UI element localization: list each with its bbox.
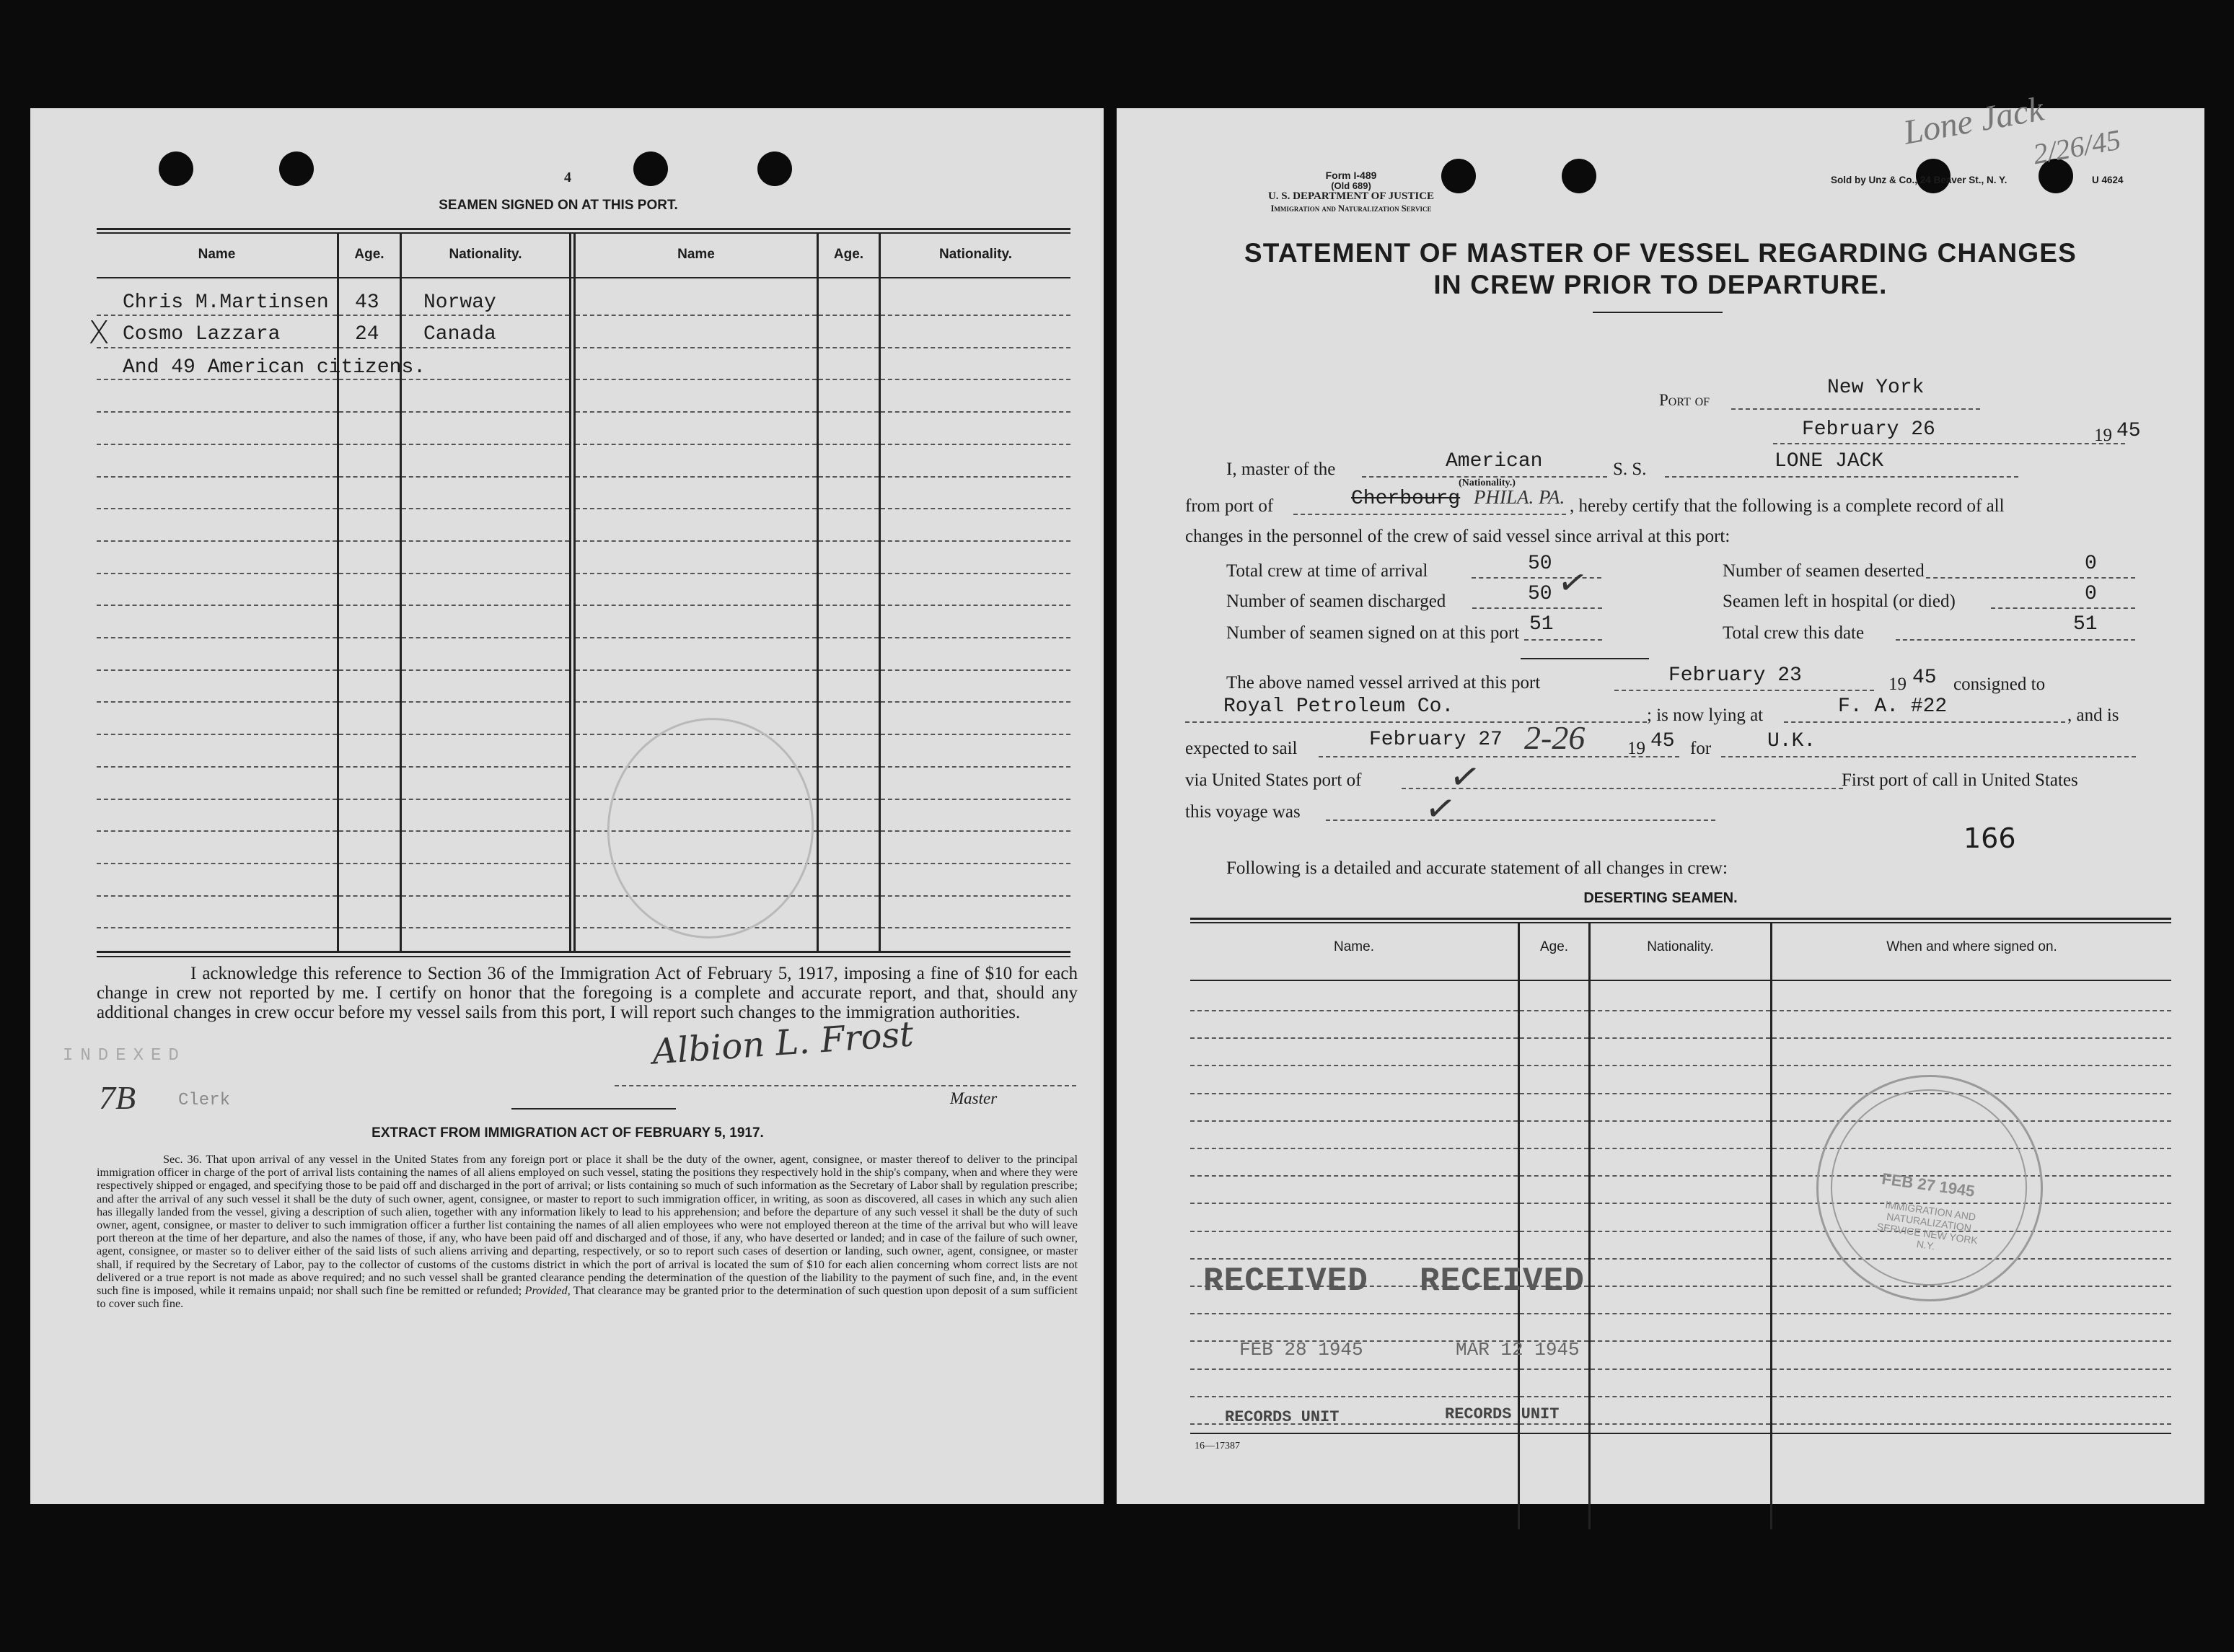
row-rule [402,315,569,316]
row-rule [1591,1340,1770,1342]
check-mark: ✓ [1422,786,1459,832]
row-rule [819,540,879,542]
first-port-label: First port of call in United States [1842,770,2078,790]
row-rule [819,347,879,348]
column-header-age: Age. [1539,939,1569,954]
sail-date-correction: 2-26 [1524,719,1586,756]
from-port-handwritten: PHILA. PA. [1474,486,1565,508]
extract-proviso: That clearance may be granted prior to the determination of such question upon deposit of a sum sufficient to cover such fine. [97,1283,1078,1311]
row-rule [819,605,879,606]
row-rule [576,701,817,703]
following-label: Following is a detailed and accurate statement of all changes in crew: [1226,858,1728,878]
row-rule [576,379,817,380]
row-rule [1591,1120,1770,1122]
row-rule [881,379,1070,380]
row-rule [97,411,337,413]
destination: U.K. [1767,730,1816,752]
row-rule [881,508,1070,509]
extract-proviso-word: Provided, [524,1283,571,1298]
punch-hole [633,151,668,186]
sold-by: Sold by Unz & Co., 24 Beaver St., N. Y. [1831,175,2007,185]
clerk-initials: 7B [99,1079,136,1116]
row-rule [576,476,817,478]
punch-hole [159,151,193,186]
row-rule [1190,1313,1518,1314]
row-rule [402,863,569,864]
certify-text: , hereby certify that the following is a complete record of all [1570,496,2005,516]
table-bottom-rule [97,951,1070,953]
row-rule [819,669,879,671]
date-value: February 26 [1802,418,1935,441]
circle-stamp-text: IMMIGRATION AND NATURALIZATION SERVICE NEW YORK N.Y. [1875,1198,1979,1252]
row-rule [402,895,569,897]
row-rule [576,444,817,445]
consignee-value: Royal Petroleum Co. [1223,695,1454,718]
left-page [30,108,1104,1504]
row-rule [1190,1065,1518,1066]
row-rule [1520,1120,1588,1122]
lying-value: F. A. #22 [1838,695,1948,718]
row-rule [97,573,337,574]
row-rule [402,766,569,768]
sail-date: February 27 [1369,729,1503,751]
row-rule [881,734,1070,735]
row-rule [97,895,337,897]
port-label: Port of [1659,391,1710,409]
x-mark: X [88,315,110,351]
row-rule [1591,1258,1770,1260]
row-rule [1772,1037,2171,1039]
row-rule [1591,1313,1770,1314]
row-rule [1520,1258,1588,1260]
column-header-nationality-2: Nationality. [939,247,1012,262]
row-rule [339,476,400,478]
row-rule [881,573,1070,574]
row-rule [339,927,400,928]
row-rule [1772,1010,2171,1011]
row-rule [402,701,569,703]
count-value: 0 [2085,553,2097,575]
row-rule [576,573,817,574]
records-unit-stamp: RECORDS UNIT [1445,1405,1560,1423]
row-rule [402,927,569,928]
count-label: Number of seamen deserted [1723,561,1925,581]
table-row-age: 43 [355,291,379,314]
row-rule [402,476,569,478]
row-rule [1190,1396,1518,1397]
service-name: Immigration and Naturalization Service [1270,203,1432,214]
row-rule [576,605,817,606]
row-rule [402,379,569,380]
clerk-label: Clerk [178,1091,231,1110]
nationality-value: American [1446,450,1543,473]
row-rule [1520,1065,1588,1066]
row-rule [819,701,879,703]
table-row-name: And 49 American citizens. [123,356,426,379]
arrived-year: 45 [1912,667,1937,689]
row-rule [97,637,337,638]
row-rule [576,315,817,316]
from-port-label: from port of [1185,496,1274,516]
row-rule [402,540,569,542]
row-rule [576,508,817,509]
master-signature: Albion L. Frost [651,1014,915,1073]
row-rule [1591,1286,1770,1287]
check-mark: ✓ [1554,561,1591,605]
punch-hole [1441,159,1476,193]
row-rule [1190,1258,1518,1260]
row-rule [1772,1423,2171,1425]
row-rule [819,799,879,800]
count-label: Seamen left in hospital (or died) [1723,592,1956,611]
row-rule [1520,1203,1588,1204]
row-rule [97,508,337,509]
row-rule [1190,1120,1518,1122]
faint-circle-stamp [593,705,828,952]
count-label: Total crew this date [1723,623,1865,643]
row-rule [1190,1231,1518,1232]
row-rule [1591,1423,1770,1425]
row-rule [339,605,400,606]
extract-text [97,1153,1078,1310]
column-header-when-where: When and where signed on. [1886,939,2057,954]
sail-year: 45 [1650,730,1675,752]
row-rule [881,895,1070,897]
row-rule [339,830,400,832]
row-rule [881,637,1070,638]
check-mark: ✓ [1446,754,1484,800]
row-rule [339,444,400,445]
row-rule [819,927,879,928]
row-rule [339,315,400,316]
row-rule [576,411,817,413]
count-value: 50 [1528,553,1552,575]
row-rule [97,379,337,380]
form-old-number: (Old 689) [1331,180,1371,191]
row-rule [881,347,1070,348]
row-rule [1520,1037,1588,1039]
received-date: FEB 28 1945 [1239,1339,1363,1361]
row-rule [97,799,337,800]
row-rule [1190,1203,1518,1204]
row-rule [97,701,337,703]
row-rule [339,669,400,671]
arrived-label: The above named vessel arrived at this port [1226,673,1541,693]
row-rule [97,347,337,348]
row-rule [576,637,817,638]
table-top-rule [97,228,1070,230]
row-rule [97,830,337,832]
row-rule [881,927,1070,928]
extract-body: That upon arrival of any vessel in the United States from any foreign port or place it shall be the duty of the owner, agent, consignee, or master thereof to deliver to the principal immigration officer in charge of the port of arrival lists containing the names of all aliens employed on such vessel, stating the positions they respectively hold in the ship's company, when and where they were respectively shipped or engaged, and specifying those to be paid off and discharged in the port of arrival; or lists containing so much of such information as the Secretary of Labor shall by regulation prescribe; and after the arrival of any such vessel it shall be the duty of such owner, agent, consignee, or master to report to such immigration officer, in writing, as soon as discovered, all cases in which any such alien has illegally landed from the vessel, giving a description of such alien, together with any information likely to lead to his apprehension; and before the departure of any such vessel it shall be the duty of such owner, agent, consignee, or master to deliver to such immigration officer a further list containing the names of all alien employees who were not employed thereon at the time of the arrival but who will leave port thereon at the time of her departure, and also the names of those, if any, who have been paid off and discharged and of those, if any, who have deserted or landed; and in case of the failure of such owner, agent, consignee, or master so to deliver either of the said lists of such aliens arriving and departing, respectively, or so to report such cases of desertion or landing, such owner, agent, consignee, or master shall, if required by the Secretary of Labor, pay to the collector of customs of the customs district in which the port of arrival is located the sum of $10 for each alien concerning whom correct lists are not delivered or a true report is not made as above required; and no such vessel shall be granted clearance pending the determination of the question of the liability to the payment of such fine, and, in the event such fine is imposed, while it remains unpaid; nor shall such fine be remitted or refunded; [97,1152,1078,1298]
row-rule [97,444,337,445]
year-prefix: 19 [2094,426,2112,445]
certify-text-2: changes in the personnel of the crew of said vessel since arrival at this port: [1185,527,1731,546]
row-rule [97,605,337,606]
row-rule [339,637,400,638]
acknowledgement-text: I acknowledge this reference to Section 36 of the Immigration Act of February 5, 1917, imposing a fine of $10 for each change in crew not reported by me. I certify on honor that the foregoing is a complete and accurate report, and that, should any additional changes in crew occur before my vessel sails from this port, I will report such changes to the immigration authorities. [97,964,1078,1022]
number-stamp: 166 [1963,822,2016,854]
row-rule [819,830,879,832]
row-rule [339,573,400,574]
row-rule [97,540,337,542]
punch-hole [279,151,314,186]
row-rule [576,540,817,542]
row-rule [576,669,817,671]
column-header-name: Name [198,247,236,262]
row-rule [402,605,569,606]
right-page [1117,89,2204,1504]
row-rule [1591,1148,1770,1149]
row-rule [1772,1313,2171,1314]
row-rule [881,540,1070,542]
row-rule [97,315,337,316]
count-label: Number of seamen discharged [1226,592,1446,611]
row-rule [881,863,1070,864]
row-rule [1591,1010,1770,1011]
column-header-nationality: Nationality. [449,247,522,262]
row-rule [1520,1010,1588,1011]
sail-year-prefix: 19 [1627,739,1645,758]
row-rule [339,347,400,348]
row-rule [1190,1175,1518,1177]
row-rule [339,411,400,413]
this-voyage-label: this voyage was [1185,802,1301,822]
row-rule [819,637,879,638]
row-rule [402,637,569,638]
row-rule [402,734,569,735]
row-rule [1520,1148,1588,1149]
consigned-label: consigned to [1953,675,2046,694]
row-rule [339,701,400,703]
row-rule [1591,1203,1770,1204]
row-rule [1591,1175,1770,1177]
row-rule [339,540,400,542]
deserting-title: DESERTING SEAMEN. [1583,890,1738,906]
page-number: 4 [564,170,571,185]
row-rule [97,734,337,735]
row-rule [881,766,1070,768]
for-label: for [1690,739,1712,758]
vessel-name: LONE JACK [1775,450,1884,473]
extract-section: Sec. 36. [163,1152,202,1166]
row-rule [1591,1368,1770,1370]
row-rule [819,895,879,897]
punch-hole [1562,159,1596,193]
table-row-name: Cosmo Lazzara [123,323,281,346]
row-rule [97,669,337,671]
row-rule [1591,1396,1770,1397]
row-rule [1520,1231,1588,1232]
row-rule [1520,1423,1588,1425]
row-rule [1591,1093,1770,1094]
row-rule [1190,1368,1518,1370]
row-rule [1591,1065,1770,1066]
row-rule [402,830,569,832]
section-title: SEAMEN SIGNED ON AT THIS PORT. [439,198,678,213]
row-rule [402,508,569,509]
row-rule [819,476,879,478]
row-rule [1190,1093,1518,1094]
received-date: MAR 12 1945 [1456,1339,1580,1361]
records-unit-stamp: RECORDS UNIT [1225,1408,1340,1426]
row-rule [1190,1037,1518,1039]
row-rule [819,766,879,768]
row-rule [881,444,1070,445]
row-rule [1772,1396,2171,1397]
arrived-date: February 23 [1668,664,1802,687]
row-rule [881,799,1070,800]
row-rule [881,315,1070,316]
row-rule [1190,1148,1518,1149]
row-rule [1772,1340,2171,1342]
row-rule [402,444,569,445]
master-of-label: I, master of the [1226,460,1336,479]
nationality-caption: (Nationality.) [1459,478,1516,488]
received-stamp: RECEIVED [1420,1262,1585,1300]
row-rule [1772,1065,2171,1066]
row-rule [881,605,1070,606]
circle-stamp-date: FEB 27 1945 [1881,1169,1976,1200]
table-row-age: 24 [355,323,379,346]
row-rule [339,863,400,864]
arrived-year-prefix: 19 [1888,675,1907,694]
table-row-nationality: Canada [423,323,496,346]
row-rule [1772,1368,2171,1370]
column-header-age-2: Age. [833,247,864,262]
indexed-stamp: INDEXED [63,1046,186,1066]
count-value: 51 [2073,613,2098,636]
row-rule [1591,1037,1770,1039]
row-rule [97,863,337,864]
row-rule [339,379,400,380]
row-rule [819,411,879,413]
row-rule [819,863,879,864]
table-row-nationality: Norway [423,291,496,314]
count-label: Total crew at time of arrival [1226,561,1428,581]
row-rule [1520,1175,1588,1177]
count-value: 0 [2085,583,2097,605]
column-header-nationality: Nationality. [1647,939,1714,954]
form-title-line-1: STATEMENT OF MASTER OF VESSEL REGARDING CHANGES [1244,238,2077,268]
count-label: Number of seamen signed on at this port [1226,623,1520,643]
row-rule [402,573,569,574]
row-rule [819,508,879,509]
lying-label: ; is now lying at [1647,706,1764,725]
row-rule [402,669,569,671]
expected-label: expected to sail [1185,739,1298,758]
received-stamp: RECEIVED [1203,1262,1368,1300]
column-header-name-2: Name [677,247,715,262]
from-port-struck: Cherbourg [1351,488,1461,510]
row-rule [97,476,337,478]
row-rule [339,895,400,897]
ss-label: S. S. [1613,460,1647,479]
row-rule [819,444,879,445]
handwritten-date: 2/26/45 [2031,123,2124,171]
row-rule [819,315,879,316]
form-number: Form I-489 [1325,170,1377,181]
row-rule [339,508,400,509]
row-rule [819,379,879,380]
row-rule [339,734,400,735]
row-rule [1520,1093,1588,1094]
row-rule [402,347,569,348]
row-rule [881,411,1070,413]
row-rule [97,766,337,768]
count-value: 51 [1529,613,1554,636]
port-value: New York [1827,377,1925,399]
row-rule [819,734,879,735]
row-rule [1520,1368,1588,1370]
row-rule [1591,1231,1770,1232]
department-name: U. S. DEPARTMENT OF JUSTICE [1267,190,1435,202]
row-rule [881,830,1070,832]
row-rule [881,669,1070,671]
form-title-line-2: IN CREW PRIOR TO DEPARTURE. [1433,270,1888,299]
row-rule [819,573,879,574]
column-header-age: Age. [354,247,384,262]
and-is: , and is [2067,706,2119,725]
row-rule [97,927,337,928]
catalog-number: U 4624 [2092,175,2124,185]
extract-title: EXTRACT FROM IMMIGRATION ACT OF FEBRUARY 5, 1917. [371,1125,764,1141]
row-rule [1190,1010,1518,1011]
count-value: 50 [1528,583,1552,605]
row-rule [402,799,569,800]
year-value: 45 [2116,420,2141,442]
row-rule [576,347,817,348]
row-rule [1520,1313,1588,1314]
row-rule [881,476,1070,478]
row-rule [339,799,400,800]
print-code: 16—17387 [1195,1441,1240,1451]
column-header-name: Name. [1334,939,1374,954]
table-row-name: Chris M.Martinsen [123,291,329,314]
master-label: Master [950,1089,998,1107]
row-rule [339,766,400,768]
via-label: via United States port of [1185,770,1362,790]
row-rule [881,701,1070,703]
handwritten-note: Lone Jack [1900,89,2047,152]
punch-hole [757,151,792,186]
row-rule [1520,1396,1588,1397]
row-rule [402,411,569,413]
